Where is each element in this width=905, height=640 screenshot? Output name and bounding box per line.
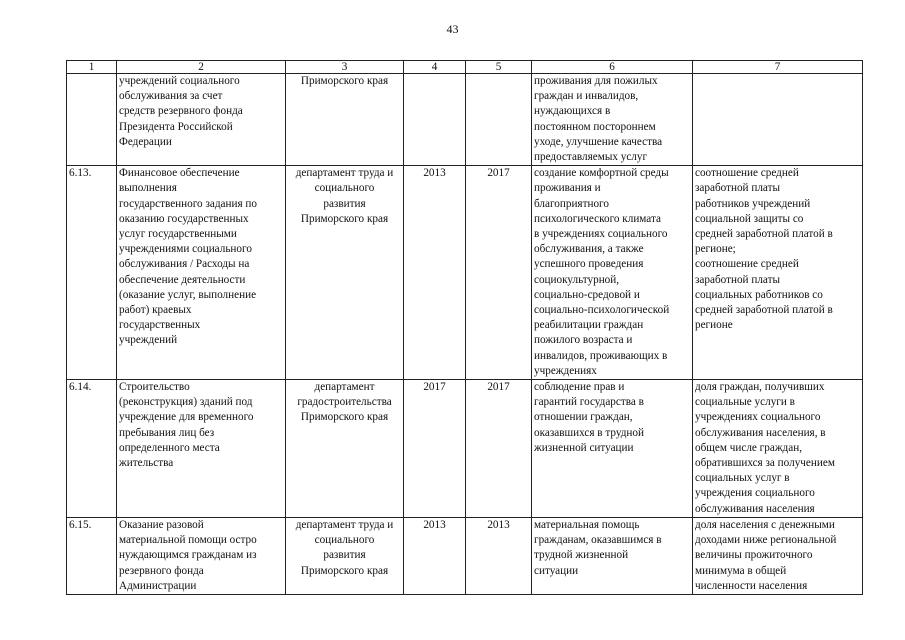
- table-row: [67, 380, 863, 518]
- executor-cell: департамент градостроительства Приморского края: [286, 380, 404, 518]
- row-number-cell: 6.14.: [67, 380, 117, 518]
- indicator-cell: [693, 74, 863, 166]
- column-number: 5: [466, 61, 532, 74]
- indicator-cell: соотношение средней заработной платы работников учреждений социальной защиты со средней заработной платой в регионе; соотношение средней заработной платы социальных работников со средней заработной платой в регионе: [693, 166, 863, 380]
- row-number-cell: [67, 74, 117, 166]
- indicator-cell: доля граждан, получивших социальные услуги в учреждениях социального обслуживания населения, в общем числе граждан, обратившихся за получением социальных услуг в учреждения социального обслуживания населения: [693, 380, 863, 518]
- activity-name-cell: Финансовое обеспечение выполнения государственного задания по оказанию государственных услуг государственными учреждениями социального обслуживания / Расходы на обеспечение деятельности (оказание услуг, выполнение работ) краевых государственных учреждений: [117, 166, 286, 380]
- end-year-cell: 2017: [466, 380, 532, 518]
- column-number: 6: [532, 61, 693, 74]
- program-activities-table: [66, 60, 863, 595]
- row-number-cell: 6.13.: [67, 166, 117, 380]
- column-number: 3: [286, 61, 404, 74]
- start-year-cell: [404, 74, 466, 166]
- start-year-cell: 2017: [404, 380, 466, 518]
- activity-name-cell: Оказание разовой материальной помощи остро нуждающимся гражданам из резервного фонда Администрации: [117, 517, 286, 594]
- expected-result-cell: проживания для пожилых граждан и инвалидов, нуждающихся в постоянном постороннем уходе, улучшение качества предоставляемых услуг: [532, 74, 693, 166]
- executor-cell: департамент труда и социального развития Приморского края: [286, 517, 404, 594]
- column-number-row: [67, 61, 863, 74]
- table-row: [67, 517, 863, 594]
- column-number: 4: [404, 61, 466, 74]
- expected-result-cell: создание комфортной среды проживания и благоприятного психологического климата в учреждениях социального обслуживания, а также успешного проведения социокультурной, социально-средовой и социально-психологической реабилитации граждан пожилого возраста и инвалидов, проживающих в учреждениях: [532, 166, 693, 380]
- end-year-cell: [466, 74, 532, 166]
- start-year-cell: 2013: [404, 517, 466, 594]
- expected-result-cell: материальная помощь гражданам, оказавшимся в трудной жизненной ситуации: [532, 517, 693, 594]
- end-year-cell: 2013: [466, 517, 532, 594]
- indicator-cell: доля населения с денежными доходами ниже региональной величины прожиточного минимума в общей численности населения: [693, 517, 863, 594]
- column-number: 7: [693, 61, 863, 74]
- expected-result-cell: соблюдение прав и гарантий государства в отношении граждан, оказавшихся в трудной жизненной ситуации: [532, 380, 693, 518]
- page-number: 43: [446, 22, 459, 36]
- activity-name-cell: Строительство (реконструкция) зданий под учреждение для временного пребывания лиц без определенного места жительства: [117, 380, 286, 518]
- end-year-cell: 2017: [466, 166, 532, 380]
- column-number: 2: [117, 61, 286, 74]
- activity-name-cell: учреждений социального обслуживания за счет средств резервного фонда Президента Российской Федерации: [117, 74, 286, 166]
- column-number: 1: [67, 61, 117, 74]
- executor-cell: Приморского края: [286, 74, 404, 166]
- row-number-cell: 6.15.: [67, 517, 117, 594]
- executor-cell: департамент труда и социального развития Приморского края: [286, 166, 404, 380]
- start-year-cell: 2013: [404, 166, 466, 380]
- table-row: [67, 166, 863, 380]
- table-row: [67, 74, 863, 166]
